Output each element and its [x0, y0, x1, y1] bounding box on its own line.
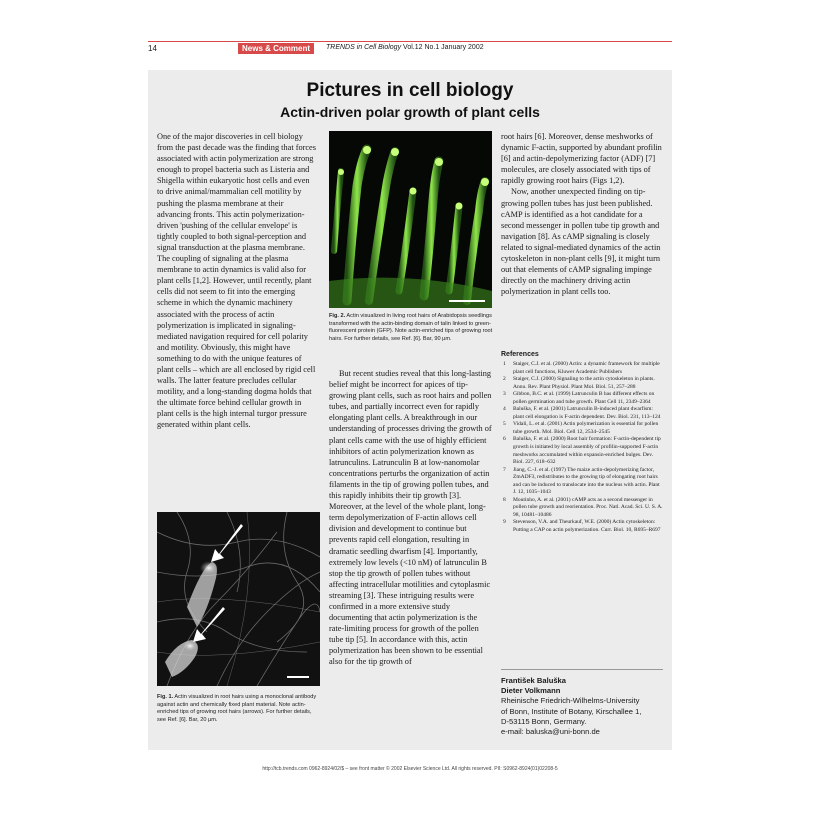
column-1-text — [157, 131, 317, 431]
author-2: Dieter Volkmann — [501, 686, 561, 696]
col3-paragraph-2: Now, another unexpected finding on tip-growing pollen tubes has just been published. cAMP is identified as a hot candidate for a second messenger in pollen tube tip growth and navigation [8]. As cAMP signaling is closely related to signal-mediated dynamics of the actin cytoskeleton in non-plant cells [9], it might turn out that elements of cAMP signaling impinge directly on the machinery driving actin polymerization in plant cells too. — [501, 187, 661, 297]
col2-paragraph: But recent studies reveal that this long-lasting belief might be incorrect for apices of tip-growing plant cells, such as root hairs and pollen tubes, and partially incorrect even for rapidly elongating plant cells. A breakthrough in our understanding of processes driving the growth of plant cells came with the use of highly efficient inhibitors of actin polymerization known as latrunculins. Latrunculin B at low-nanomolar concentrations perturbs the organization of actin filaments in the tip of growing pollen tubes, and this rapidly inhibits their tip growth [3]. Moreover, at the level of the whole plant, long-term depolymerization of F-actin allows cell division and development to continue but prevents rapid cell elongation, resulting in dramatic seedling dwarfism [4]. Importantly, extremely low levels (<10 nM) of latrunculin B stop the tip growth of pollen tubes without affecting intracellular motilities and cytoplasmic streaming [3]. These intriguing results were confirmed in a more extensive study documenting that actin polymerization is the rate-limiting process for growth of the pollen tube tip [5]. In accordance with this, actin polymerization has been shown to be essential also for the tip growth of — [329, 369, 492, 667]
affiliation-line-3: D-53115 Bonn, Germany. — [501, 716, 587, 726]
figure-2-caption — [329, 313, 494, 343]
affiliation-line-2: of Bonn, Institute of Botany, Kirschallee 1, — [501, 706, 642, 716]
figure-2-label: Fig. 2. — [329, 313, 346, 319]
figure-1-image — [157, 512, 320, 686]
references-list — [501, 361, 663, 535]
header-rule — [148, 41, 672, 42]
reference-item: 6 Baluška, F. et al. (2000) Root hair formation: F-actin-dependent tip growth is initiated by local assembly of profilin-supported F-actin meshworks accumulated within expansin-enriched bulges. Dev. Biol. 227, 618–632 — [503, 436, 661, 466]
journal-volume: Vol.12 No.1 January 2002 — [403, 44, 484, 51]
article-title: Pictures in cell biology — [306, 80, 514, 101]
article-subtitle: Actin-driven polar growth of plant cells — [280, 104, 540, 120]
column-2-text — [329, 368, 492, 668]
authors-block — [501, 676, 667, 737]
reference-item: 8 Moutinho, A. et al. (2001) cAMP acts as a second messenger in pollen tube growth and reorientation. Proc. Natl. Acad. Sci. U. S. A. 98, 10481–10486 — [503, 496, 663, 518]
col1-paragraph: One of the major discoveries in cell biology from the past decade was the finding that forces associated with actin polymerization are strong enough to propel bacteria such as Listeria and Shigella within eukaryotic host cells and even to drive animal/mammalian cell motility by pushing the plasma membrane at their advancing fronts. This actin polymerization-driven 'pushing of the cellular envelope' is tightly coupled to both signal-perception and signal transduction at the plasma membrane. The coupling of signaling at the plasma membrane to actin dynamics is valid also for plant cells [1,2]. However, until recently, plant cells did not seem to fit into the emerging scheme in which the dynamic machinery associated with the process of actin polymerization is implicated in signaling-mediated navigation required for cell polarity and motility. Obviously, this might have something to do with the unique features of plant cells – which are all enclosed by rigid cell walls. The latter feature precludes cellular motility, and a long-standing dogma holds that the ultimate force behind cellular growth in plant cells is the high internal turgor pressure generated within plant cells. — [157, 132, 316, 430]
reference-item: 4 Baluška, F. et al. (2001) Latrunculin B-induced plant dwarfism: plant cell elongation is F-actin dependent. Dev. Biol. 231, 113–124 — [503, 406, 661, 420]
reference-item: 3 Gibbon, B.C. et al. (1999) Latrunculin B has different effects on pollen germination and tube growth. Plant Cell 11, 2349–2364 — [503, 391, 655, 405]
figure-2-image — [329, 131, 492, 308]
page-footer: http://tcb.trends.com 0962-8924/02/$ – see front matter © 2002 Elsevier Science Ltd. All rights reserved. PII: S0962-8924(01)02208-5 — [262, 766, 558, 772]
figure-1-label: Fig. 1. — [157, 694, 174, 700]
reference-item: 5 Vidali, L. et al. (2001) Actin polymerization is essential for pollen tube growth. Mol. Biol. Cell 12, 2534–2545 — [503, 421, 659, 435]
col3-paragraph-1: root hairs [6]. Moreover, dense meshworks of dynamic F-actin, supported by abundant profilin [6] and actin-depolymerizing factor (ADF) [7] molecules, are closely associated with tips of rapidly growing root hairs (Figs 1,2). — [501, 132, 662, 186]
references-heading: References — [501, 351, 539, 358]
figure-2-caption-text: Actin visualized in living root hairs of Arabidopsis seedlings transformed with the actin-binding domain of talin linked to green-fluorescent protein (GFP). Note actin-enriched tips of growing root hairs. For further details, see Ref. [6]. Bar, 90 µm. — [329, 313, 493, 342]
column-3-text — [501, 131, 663, 297]
figure-1-micrograph — [157, 512, 320, 686]
section-badge: News & Comment — [238, 43, 314, 54]
journal-name: TRENDS in Cell Biology — [326, 44, 402, 51]
figure-1-caption — [157, 694, 322, 724]
author-1: František Baluška — [501, 676, 566, 685]
affiliation-line-1: Rheinische Friedrich-Wilhelms-University — [501, 696, 640, 706]
reference-item: 2 Staiger, C.J. (2000) Signaling to the actin cytoskeleton in plants. Annu. Rev. Plant Physiol. Plant Mol. Biol. 51, 257–288 — [503, 376, 655, 390]
authors-rule — [501, 669, 663, 670]
reference-item: 9 Stevenson, V.A. and Theurkauf, W.E. (2000) Actin cytoskeleton: Putting a CAP on actin polymerization. Curr. Biol. 10, R695–R697 — [503, 519, 661, 534]
author-email: e-mail: baluska@uni-bonn.de — [501, 727, 600, 737]
page-number: 14 — [148, 44, 157, 53]
reference-item: 7 Jiang, C.-J. et al. (1997) The maize actin-depolymerizing factor, ZmADF3, redistributes to the growing tip of elongating root hairs and can be induced to translocate into the nucleus with actin. Plant J. 12, 1035–1043 — [503, 466, 660, 496]
reference-item: 1 Staiger, C.J. et al. (2000) Actin: a dynamic framework for multiple plant cell functions, Kluwer Academic Publishers — [503, 361, 660, 375]
figure-2-micrograph — [329, 131, 492, 308]
figure-1-caption-text: Actin visualized in root hairs using a monoclonal antibody against actin and chemically fixed plant material. Note actin-enriched tips of growing root hairs (arrows). For further details, see Ref. [6]. Bar, 20 µm. — [157, 694, 317, 723]
journal-info — [326, 44, 484, 51]
